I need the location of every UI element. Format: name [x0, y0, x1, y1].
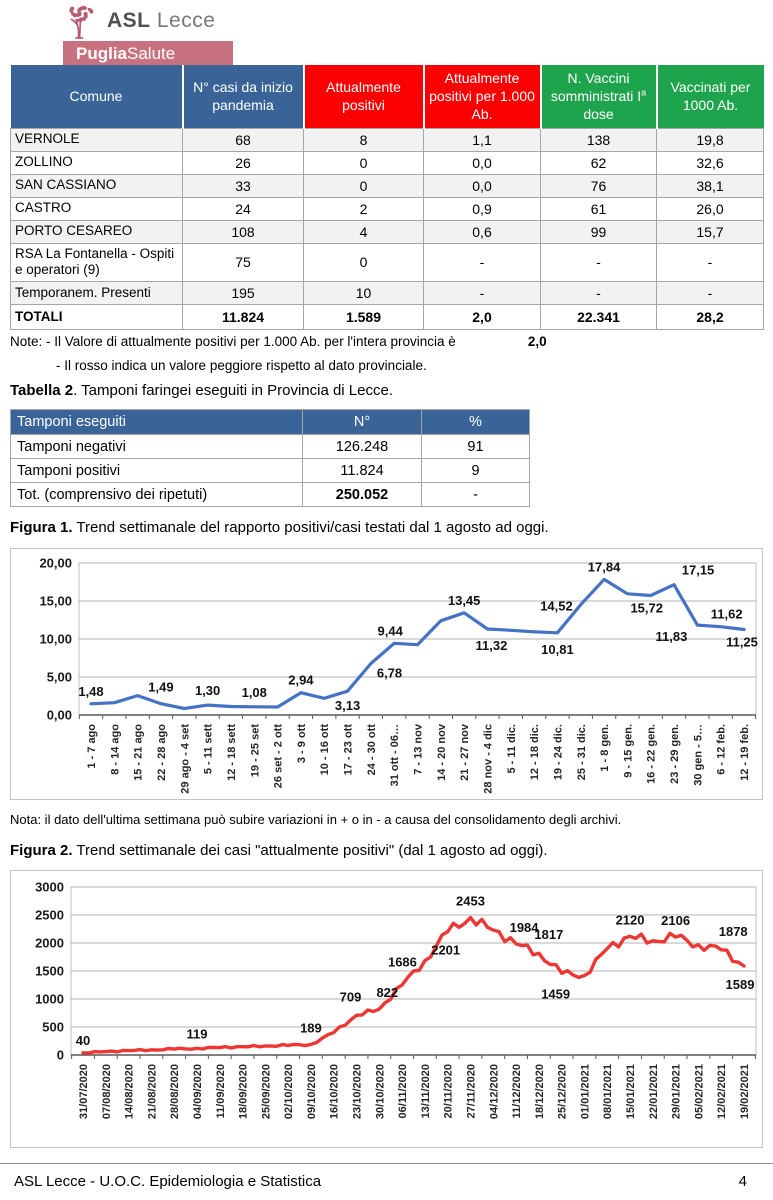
value-cell: 33 [183, 174, 304, 197]
data-point-label: 2,94 [288, 672, 314, 688]
data-point-label: 2106 [661, 913, 691, 929]
data-point-label: 1459 [541, 986, 571, 1002]
value-cell: - [424, 282, 541, 305]
value-cell: 0 [304, 243, 424, 282]
value-cell: 1.589 [304, 305, 424, 330]
data-point-label: 11,62 [710, 606, 743, 622]
x-tick-label: 21/08/2020 [146, 1064, 159, 1120]
asl-tree-icon [63, 2, 99, 40]
tree-leaf [73, 13, 77, 17]
org-name [107, 9, 215, 33]
value-cell: 28,2 [657, 305, 764, 330]
x-tick-label: 31/07/2020 [78, 1064, 90, 1120]
table-row [11, 151, 764, 174]
data-point-label: 119 [186, 1026, 208, 1042]
x-tick-label: 22 - 28 ago [155, 724, 168, 781]
x-tick-label: 02/10/2020 [283, 1064, 296, 1120]
x-tick-label: 25/09/2020 [260, 1064, 273, 1120]
x-tick-label: 21 - 27 nov [459, 724, 472, 781]
value-cell: 10 [304, 282, 424, 305]
x-tick-label: 24 - 30 ott [365, 724, 378, 776]
x-tick-label: 05/02/2021 [693, 1064, 706, 1120]
tree-leaf [78, 12, 82, 16]
x-tick-label: 30/10/2020 [374, 1064, 387, 1120]
asl-lecce-logo [63, 2, 323, 68]
table1-col-header: Comune [11, 65, 183, 128]
note-line1-value: 2,0 [527, 334, 547, 349]
comune-cell: Temporanem. Presenti [11, 282, 183, 305]
org-name-light: Lecce [156, 9, 216, 32]
value-cell: 11.824 [303, 459, 422, 483]
x-tick-label: 27/11/2020 [465, 1064, 478, 1119]
table1-header-row [11, 65, 764, 128]
data-point-label: 11,83 [655, 629, 688, 645]
y-tick-label: 10,00 [39, 631, 72, 647]
value-cell: 0,9 [424, 197, 541, 220]
x-tick-label: 26 set - 2 ott [272, 724, 285, 789]
figura2-caption-bold: Figura 2. [10, 842, 73, 859]
data-point-label: 15,72 [630, 600, 663, 616]
table-row [11, 282, 764, 305]
x-tick-label: 7 - 13 nov [412, 724, 425, 775]
y-tick-label: 5,00 [46, 669, 72, 685]
comune-cell: RSA La Fontanella - Ospiti e operatori (9) [11, 243, 183, 282]
data-point-label: 11,32 [475, 637, 508, 653]
comune-cell: SAN CASSIANO [11, 174, 183, 197]
value-cell: 108 [183, 220, 304, 243]
x-tick-label: 04/09/2020 [191, 1064, 204, 1120]
table-row [11, 128, 764, 151]
value-cell: 8 [304, 128, 424, 151]
table-row [11, 459, 530, 483]
data-point-label: 1,30 [194, 683, 221, 699]
x-tick-label: 06/11/2020 [397, 1064, 410, 1119]
value-cell: - [422, 483, 530, 507]
x-tick-label: 12 - 19 feb. [739, 724, 751, 781]
table-row [11, 220, 764, 243]
table2-col-header: % [422, 410, 530, 435]
note-line1-text: Note: - Il Valore di attualmente positivi per 1.000 Ab. per l'intera provincia è [10, 334, 456, 349]
table1-col-header: Attualmente positivi per 1.000 Ab. [424, 65, 541, 128]
x-tick-label: 07/08/2020 [100, 1064, 113, 1120]
value-cell: 0,6 [424, 220, 541, 243]
table1-col-header: N° casi da inizio pandemia [183, 65, 304, 128]
figura2-caption-rest: Trend settimanale dei casi "attualmente positivi" (dal 1 agosto ad oggi). [72, 842, 548, 859]
table-row [11, 174, 764, 197]
y-tick-label: 0 [56, 1047, 64, 1063]
value-cell: 91 [422, 435, 530, 459]
footer-text: ASL Lecce - U.O.C. Epidemiologia e Statistica [14, 1173, 322, 1190]
figura2-line-chart [11, 871, 764, 1149]
table-row [11, 483, 530, 507]
data-point-label: 11,25 [726, 634, 758, 650]
x-tick-label: 29/01/2021 [670, 1064, 683, 1120]
x-tick-label: 14 - 20 nov [435, 724, 448, 781]
data-point-label: 1589 [725, 977, 755, 993]
x-tick-label: 1 - 7 ago [86, 724, 98, 769]
x-tick-label: 3 - 9 ott [295, 724, 308, 764]
value-cell: 99 [541, 220, 657, 243]
x-tick-label: 01/01/2021 [579, 1064, 592, 1120]
data-point-label: 709 [339, 989, 362, 1005]
table1-notes [10, 330, 755, 377]
data-series-line [83, 918, 744, 1054]
x-tick-label: 19/02/2021 [739, 1064, 751, 1120]
x-tick-label: 25/12/2020 [556, 1064, 569, 1120]
data-point-label: 6,78 [376, 665, 403, 681]
label-cell: Tot. (comprensivo dei ripetuti) [11, 483, 303, 507]
table2-col-header: Tamponi eseguiti [11, 410, 303, 435]
value-cell: 0,0 [424, 174, 541, 197]
label-cell: Tamponi negativi [11, 435, 303, 459]
x-tick-label: 15 - 21 ago [132, 724, 145, 781]
note-line2: - Il rosso indica un valore peggiore rispetto al dato provinciale. [56, 357, 427, 373]
x-tick-label: 16 - 22 gen. [645, 724, 658, 784]
x-tick-label: 29 ago - 4 set [179, 724, 192, 794]
x-tick-label: 5 - 11 sett [202, 724, 215, 775]
value-cell: 15,7 [657, 220, 764, 243]
data-point-label: 2120 [615, 912, 645, 928]
x-tick-label: 19 - 24 dic. [552, 724, 565, 781]
y-tick-label: 2000 [35, 935, 64, 951]
table2-header-row [11, 410, 530, 435]
value-cell: 0,0 [424, 151, 541, 174]
value-cell: 68 [183, 128, 304, 151]
value-cell: 61 [541, 197, 657, 220]
value-cell: 9 [422, 459, 530, 483]
value-cell: 24 [183, 197, 304, 220]
data-point-label: 1,49 [148, 679, 174, 695]
value-cell: - [657, 282, 764, 305]
table-row [11, 243, 764, 282]
value-cell: 32,6 [657, 151, 764, 174]
x-tick-label: 28 nov - 4 dic [482, 724, 495, 794]
value-cell: 11.824 [183, 305, 304, 330]
data-point-label: 1,08 [241, 684, 267, 700]
table1-col-header: Attualmente positivi [304, 65, 424, 128]
label-cell: Tamponi positivi [11, 459, 303, 483]
data-point-label: 1878 [718, 923, 748, 939]
data-point-label: 189 [300, 1020, 322, 1036]
x-tick-label: 9 - 15 gen. [622, 724, 635, 778]
y-tick-label: 2500 [35, 907, 64, 923]
x-tick-label: 28/08/2020 [169, 1064, 182, 1120]
figura1-caption-bold: Figura 1. [10, 519, 73, 536]
x-tick-label: 14/08/2020 [123, 1064, 136, 1120]
value-cell: 2 [304, 197, 424, 220]
table-row [11, 305, 764, 330]
x-tick-label: 18/09/2020 [237, 1064, 250, 1120]
banner-regular: Salute [127, 43, 176, 63]
x-tick-label: 17 - 23 ott [342, 724, 355, 776]
value-cell: 26 [183, 151, 304, 174]
tree-leaf [84, 17, 87, 20]
table1-col-header: Vaccinati per 1000 Ab. [657, 65, 764, 128]
y-tick-label: 500 [42, 1019, 64, 1035]
table-row [11, 435, 530, 459]
x-tick-label: 23/10/2020 [351, 1064, 364, 1120]
puglia-salute-banner [63, 41, 233, 66]
x-tick-label: 12 - 18 sett [225, 724, 238, 781]
comune-cell: TOTALI [11, 305, 183, 330]
table-row [11, 197, 764, 220]
x-tick-label: 6 - 12 feb. [715, 724, 728, 775]
figura2-chart-frame [10, 870, 763, 1148]
figura2-caption [10, 842, 548, 859]
figura1-caption-rest: Trend settimanale del rapporto positivi/casi testati dal 1 agosto ad oggi. [72, 519, 549, 536]
data-point-label: 3,13 [334, 698, 361, 714]
tabella2-caption-rest: . Tamponi faringei eseguiti in Provincia di Lecce. [73, 382, 393, 399]
table1-col-header: N. Vaccini somministrati $I^a$ dose [541, 65, 657, 128]
data-point-label: 1,48 [78, 683, 104, 699]
x-tick-label: 25 - 31 dic. [575, 724, 588, 781]
value-cell: 138 [541, 128, 657, 151]
x-tick-label: 08/01/2021 [602, 1064, 615, 1120]
data-point-label: 14,52 [540, 598, 573, 614]
tamponi-table [10, 409, 530, 507]
data-point-label: 10,81 [541, 641, 574, 657]
x-tick-label: 22/01/2021 [647, 1064, 660, 1120]
x-tick-label: 19 - 25 set [249, 724, 262, 778]
x-tick-label: 09/10/2020 [305, 1064, 318, 1120]
page-footer [0, 1163, 773, 1190]
data-point-label: 1817 [534, 927, 564, 943]
page-number: 4 [738, 1173, 747, 1190]
x-tick-label: 1 - 8 gen. [599, 724, 612, 772]
value-cell: 4 [304, 220, 424, 243]
x-tick-label: 12/02/2021 [716, 1064, 729, 1120]
value-cell: - [424, 243, 541, 282]
value-cell: 195 [183, 282, 304, 305]
y-tick-label: 0,00 [46, 707, 72, 723]
figura1-chart-frame [10, 548, 763, 800]
comuni-covid-table [10, 65, 764, 330]
data-point-label: 17,15 [681, 562, 715, 578]
value-cell: 126.248 [303, 435, 422, 459]
data-point-label: 13,45 [447, 592, 481, 608]
x-tick-label: 5 - 11 dic. [505, 724, 518, 774]
value-cell: 19,8 [657, 128, 764, 151]
value-cell: 1,1 [424, 128, 541, 151]
tabella2-caption-bold: Tabella 2 [10, 382, 74, 399]
x-tick-label: 23 - 29 gen. [669, 724, 682, 784]
x-tick-label: 31 ott - 06… [389, 724, 402, 787]
x-tick-label: 04/12/2020 [488, 1064, 501, 1120]
value-cell: 76 [541, 174, 657, 197]
value-cell: 0 [304, 174, 424, 197]
value-cell: - [541, 282, 657, 305]
comune-cell: CASTRO [11, 197, 183, 220]
data-point-label: 40 [75, 1032, 91, 1048]
x-tick-label: 10 - 16 ott [319, 724, 332, 776]
data-point-label: 822 [376, 984, 399, 1000]
value-cell: 22.341 [541, 305, 657, 330]
x-tick-label: 18/12/2020 [533, 1064, 546, 1120]
org-name-bold: ASL [107, 9, 151, 32]
tree-leaf [88, 8, 90, 10]
value-cell: - [657, 243, 764, 282]
x-tick-label: 15/01/2021 [625, 1064, 638, 1120]
data-point-label: 2201 [431, 942, 461, 958]
data-point-label: 2453 [456, 893, 485, 909]
figura1-caption [10, 519, 549, 536]
tree-leaf [76, 19, 79, 22]
value-cell: 2,0 [424, 305, 541, 330]
comune-cell: PORTO CESAREO [11, 220, 183, 243]
tree-leaf [84, 12, 87, 15]
figura1-footnote: Nota: il dato dell'ultima settimana può subire variazioni in + o in - a causa del consolidamento degli archivi. [10, 812, 622, 827]
y-tick-label: 1500 [35, 963, 64, 979]
tabella2-caption [10, 382, 393, 399]
data-point-label: 1984 [509, 919, 539, 935]
value-cell: 62 [541, 151, 657, 174]
x-tick-label: 12 - 18 dic. [529, 724, 542, 781]
x-tick-label: 30 gen - 5… [692, 724, 705, 786]
data-point-label: 1686 [387, 954, 417, 970]
comune-cell: ZOLLINO [11, 151, 183, 174]
tree-leaf [70, 10, 72, 12]
value-cell: 26,0 [657, 197, 764, 220]
x-tick-label: 20/11/2020 [442, 1064, 455, 1119]
value-cell: 250.052 [303, 483, 422, 507]
x-tick-label: 13/11/2020 [419, 1064, 432, 1119]
x-tick-label: 16/10/2020 [328, 1064, 341, 1120]
data-series-line [91, 579, 744, 708]
y-tick-label: 1000 [35, 991, 64, 1007]
tree-leaf [80, 6, 84, 10]
y-tick-label: 3000 [35, 879, 64, 895]
y-tick-label: 20,00 [39, 555, 72, 571]
note-line1 [10, 330, 755, 354]
tree-leaf [77, 10, 80, 13]
banner-bold: Puglia [76, 43, 128, 63]
x-tick-label: 11/09/2020 [214, 1064, 227, 1119]
x-tick-label: 8 - 14 ago [109, 724, 122, 775]
value-cell: - [541, 243, 657, 282]
data-point-label: 9,44 [377, 623, 403, 639]
figura1-line-chart [11, 549, 764, 801]
value-cell: 0 [304, 151, 424, 174]
comune-cell: VERNOLE [11, 128, 183, 151]
data-point-label: 17,84 [587, 559, 621, 575]
y-tick-label: 15,00 [39, 593, 72, 609]
value-cell: 75 [183, 243, 304, 282]
x-tick-label: 11/12/2020 [511, 1064, 524, 1119]
value-cell: 38,1 [657, 174, 764, 197]
table2-col-header: N° [303, 410, 422, 435]
